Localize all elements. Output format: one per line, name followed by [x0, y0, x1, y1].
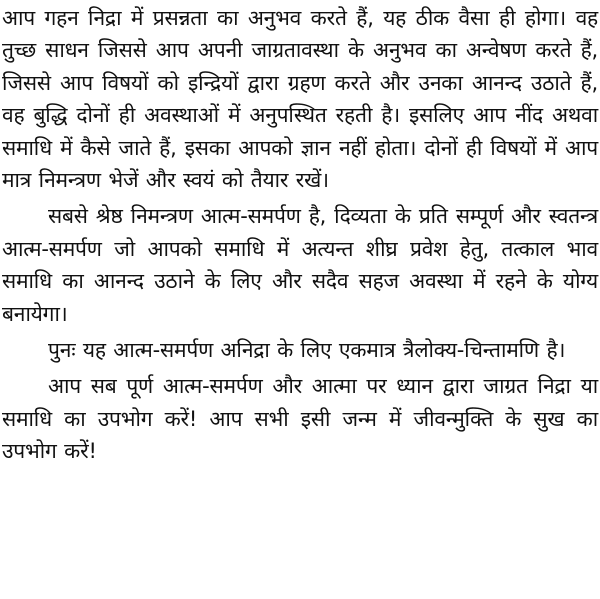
paragraph-blessing: आप सब पूर्ण आत्म-समर्पण और आत्मा पर ध्यान द्वारा जाग्रत निद्रा या समाधि का उपभोग करें! आप सभी इसी जन्म में जीवन्मुक्ति के सुख का उपभोग करें! — [2, 374, 598, 464]
paragraph-sleep-and-samadhi: आप गहन निद्रा में प्रसन्नता का अनुभव करते हैं, यह ठीक वैसा ही होगा। वह तुच्छ साधन जिससे आप अपनी जाग्रतावस्था के अनुभव का अन्वेषण करते हैं, जिससे आप विषयों को इन्द्रियों द्वारा ग्रहण करते और उनका आनन्द उठाते हैं, वह बुद्धि दोनों ही अवस्थाओं में अनुपस्थित रहती है। इसलिए आप नींद अथवा समाधि में कैसे जाते हैं, इसका आपको ज्ञान नहीं होता। दोनों ही विषयों में आप मात्र निमन्त्रण भेजें और स्वयं को तैयार रखें। — [2, 6, 598, 193]
paragraph-self-surrender: सबसे श्रेष्ठ निमन्त्रण आत्म-समर्पण है, दिव्यता के प्रति सम्पूर्ण और स्वतन्त्र आत्म-समर्पण जो आपको समाधि में अत्यन्त शीघ्र प्रवेश हेतु, तत्काल भाव समाधि का आनन्द उठाने के लिए और सदैव सहज अवस्था में रहने के योग्य बनायेगा। — [2, 204, 598, 326]
paragraph-chintamani: पुनः यह आत्म-समर्पण अनिद्रा के लिए एकमात्र त्रैलोक्य-चिन्तामणि है। — [48, 338, 566, 363]
